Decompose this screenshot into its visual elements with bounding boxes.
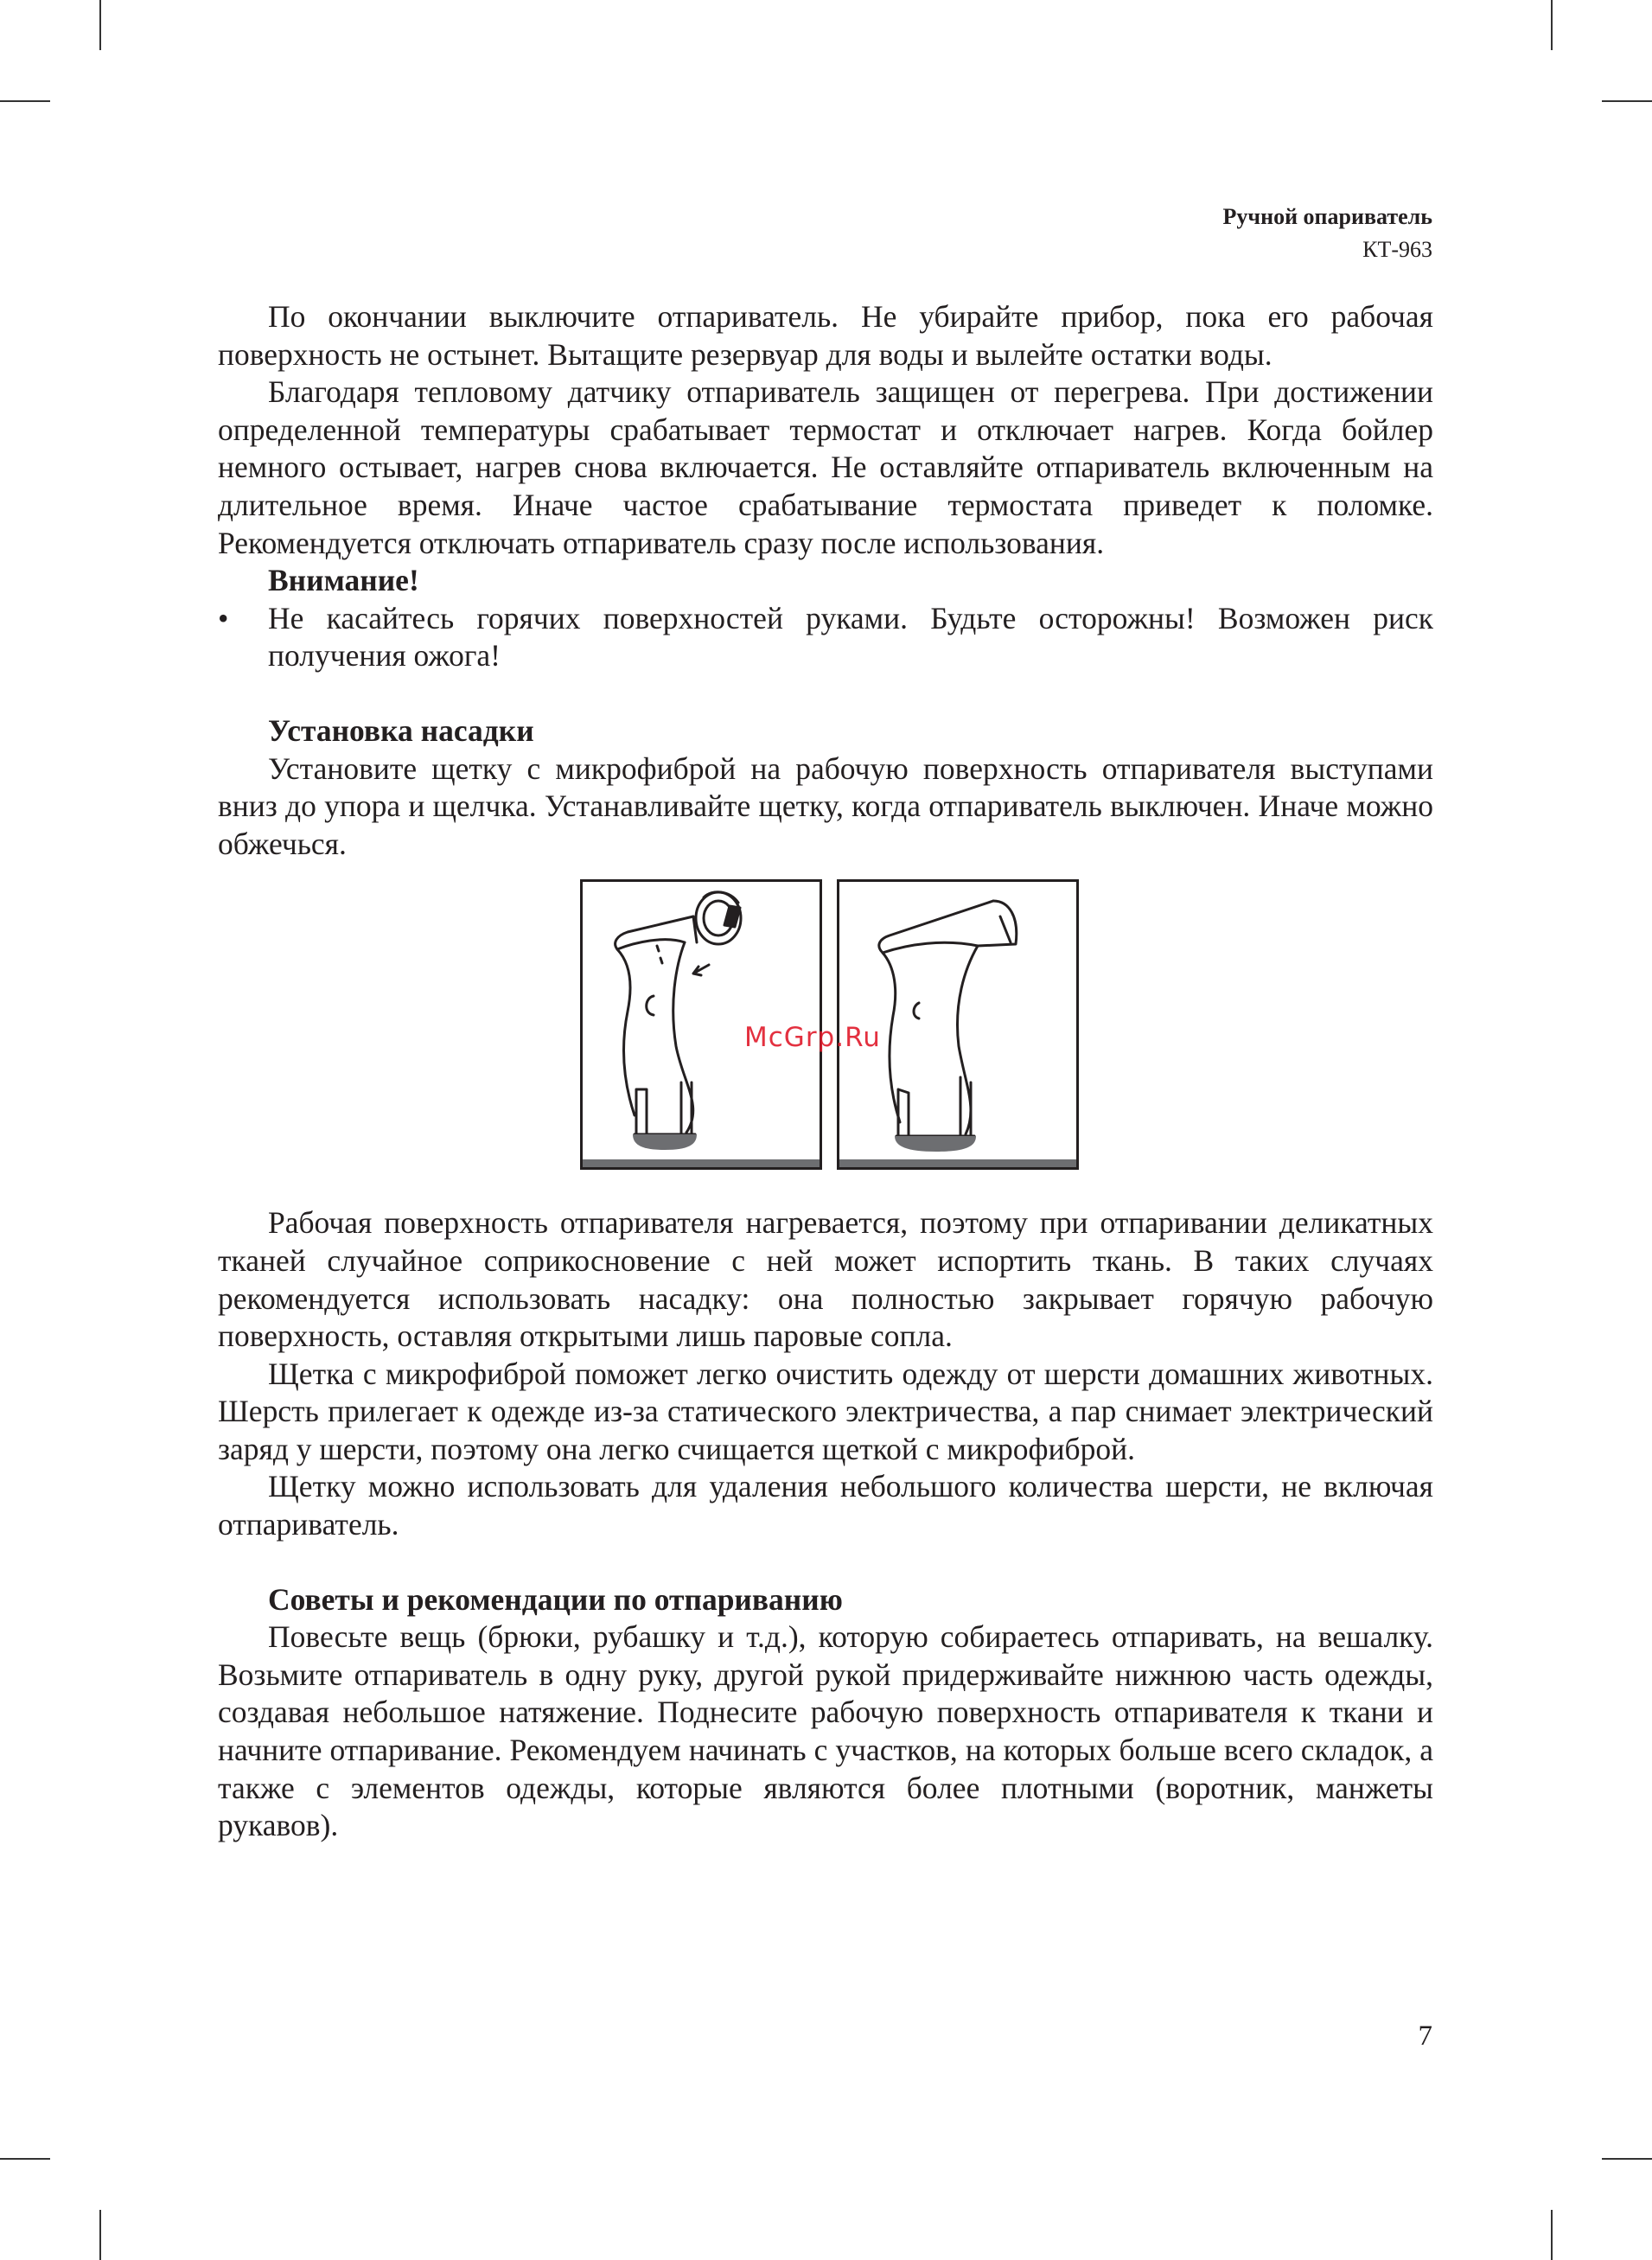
section-heading: Советы и рекомендации по отпариванию — [268, 1581, 843, 1617]
list-item-text: Не касайтесь горячих поверхностей руками. Будьте осторожны! Возможен риск получения ожога! — [268, 600, 1433, 674]
figure-baseline — [583, 1159, 820, 1167]
header-title: Ручной опариватель — [1222, 204, 1432, 229]
paragraph: Щетка с микрофиброй поможет легко очистить одежду от шерсти домашних животных. Шерсть прилегает к одежде из-за статического электричества, а пар снимает электрический заряд у шерсти, поэтому она легко счищается щеткой с микрофиброй. — [218, 1356, 1433, 1466]
page-number: 7 — [1418, 2021, 1432, 2052]
crop-mark — [0, 100, 50, 102]
paragraph: Рабочая поверхность отпаривателя нагревается, поэтому при отпаривании деликатных тканей случайное соприкосновение с ней может испортить ткань. В таких случаях рекомендуется использовать насадку: она полностью закрывает горячую рабочую поверхность, оставляя открытыми лишь паровые сопла. — [218, 1205, 1433, 1354]
paragraph: Установите щетку с микрофиброй на рабочую поверхность отпаривателя выступами вниз до упора и щелчка. Устанавливайте щетку, когда отпариватель выключен. Иначе можно обжечься. — [218, 750, 1433, 861]
crop-mark — [0, 2158, 50, 2160]
page-body — [218, 298, 1433, 1845]
crop-mark — [99, 2210, 101, 2260]
steamer-brush-figure — [218, 879, 1433, 1182]
attention-label: Внимание! — [268, 563, 419, 598]
figure-baseline — [839, 1159, 1076, 1167]
crop-mark — [1551, 0, 1553, 50]
paragraph: Щетку можно использовать для удаления небольшого количества шерсти, не включая отпариватель. — [218, 1469, 1433, 1542]
section-heading: Установка насадки — [268, 712, 534, 748]
bullet-icon: • — [218, 600, 229, 635]
watermark: McGrp.Ru — [744, 1022, 881, 1054]
crop-mark — [1551, 2210, 1553, 2260]
paragraph: Благодаря тепловому датчику отпариватель защищен от перегрева. При достижении определенной температуры срабатывает термостат и отключает нагрев. Когда бойлер немного остывает, нагрев снова включается. Не оставляйте отпариватель включенным на длительное время. Иначе частое срабатывание термостата приведет к поломке. Рекомендуется отключать отпариватель сразу после использования. — [218, 374, 1433, 560]
list-item — [218, 600, 1433, 675]
crop-mark — [99, 0, 101, 50]
running-header — [1223, 201, 1432, 266]
header-model: КТ-963 — [1362, 237, 1432, 262]
crop-mark — [1602, 100, 1652, 102]
crop-mark — [1602, 2158, 1652, 2160]
paragraph: По окончании выключите отпариватель. Не убирайте прибор, пока его рабочая поверхность не остынет. Вытащите резервуар для воды и вылейте остатки воды. — [218, 299, 1433, 372]
paragraph: Повесьте вещь (брюки, рубашку и т.д.), которую собираетесь отпаривать, на вешалку. Возьмите отпариватель в одну руку, другой рукой придерживайте нижнюю часть одежды, создавая небольшое натяжение. Поднесите рабочую поверхность отпаривателя к ткани и начните отпаривание. Рекомендуем начинать с участков, на которых больше всего складок, а также с элементов одежды, которые являются более плотными (воротник, манжеты рукавов). — [218, 1619, 1433, 1843]
